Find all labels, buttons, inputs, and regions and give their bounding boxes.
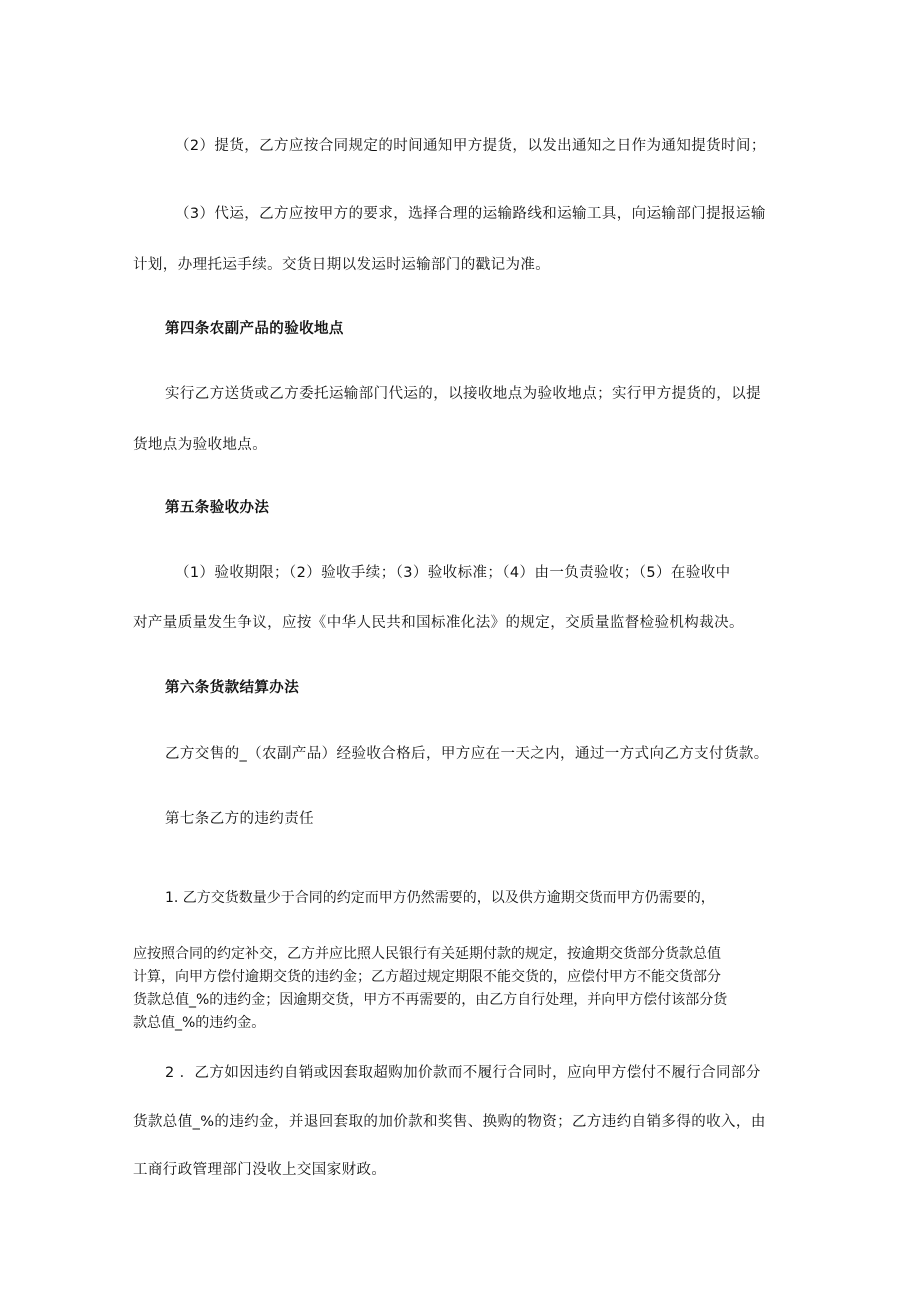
- article-6-title: 第六条货款结算办法: [165, 680, 300, 696]
- article-7-item-1-line-1: 1. 乙方交货数量少于合同的约定而甲方仍然需要的，以及供方逾期交货而甲方仍需要的，: [165, 890, 715, 906]
- article-7-item-2-line-2: 货款总值_%的违约金，并退回套取的加价款和奖售、换购的物资；乙方违约自销多得的收入，由: [133, 1114, 766, 1130]
- article-4-title: 第四条农副产品的验收地点: [165, 321, 344, 337]
- article-7-item-1-line-4: 货款总值_%的违约金；因逾期交货，甲方不再需要的，由乙方自行处理，并向甲方偿付该部分货: [133, 992, 728, 1008]
- article-5-line-1: （1）验收期限；（2）验收手续；（3）验收标准；（4）由一负责验收；（5）在验收中: [175, 565, 731, 581]
- article-7-item-2-line-1: 2 ．乙方如因违约自销或因套取超购加价款而不履行合同时，应向甲方偿付不履行合同部分: [165, 1065, 761, 1081]
- article-7-item-1-line-3: 计算，向甲方偿付逾期交货的违约金；乙方超过规定期限不能交货的，应偿付甲方不能交货部分: [133, 969, 721, 985]
- article-7-item-1-line-5: 款总值_%的违约金。: [133, 1015, 266, 1031]
- article-6-line-1: 乙方交售的_（农副产品）经验收合格后，甲方应在一天之内，通过一方式向乙方支付货款。: [165, 746, 769, 762]
- article-5-line-2: 对产量质量发生争议，应按《中华人民共和国标准化法》的规定，交质量监督检验机构裁决。: [133, 615, 744, 631]
- article-7-item-2-line-3: 工商行政管理部门没收上交国家财政。: [133, 1162, 387, 1178]
- clause-shipping-line-1: （3）代运，乙方应按甲方的要求，选择合理的运输路线和运输工具，向运输部门提报运输: [175, 206, 766, 222]
- clause-shipping-line-2: 计划，办理托运手续。交货日期以发运时运输部门的戳记为准。: [133, 257, 551, 273]
- article-4-line-1: 实行乙方送货或乙方委托运输部门代运的，以接收地点为验收地点；实行甲方提货的，以提: [165, 386, 761, 402]
- article-5-title: 第五条验收办法: [165, 500, 270, 516]
- article-4-line-2: 货地点为验收地点。: [133, 437, 268, 453]
- article-7-title: 第七条乙方的违约责任: [165, 811, 314, 827]
- clause-delivery-pickup: （2）提货，乙方应按合同规定的时间通知甲方提货，以发出通知之日作为通知提货时间；: [175, 138, 766, 154]
- article-7-item-1-line-2: 应按照合同的约定补交，乙方并应比照人民银行有关延期付款的规定，按逾期交货部分货款总值: [133, 946, 721, 962]
